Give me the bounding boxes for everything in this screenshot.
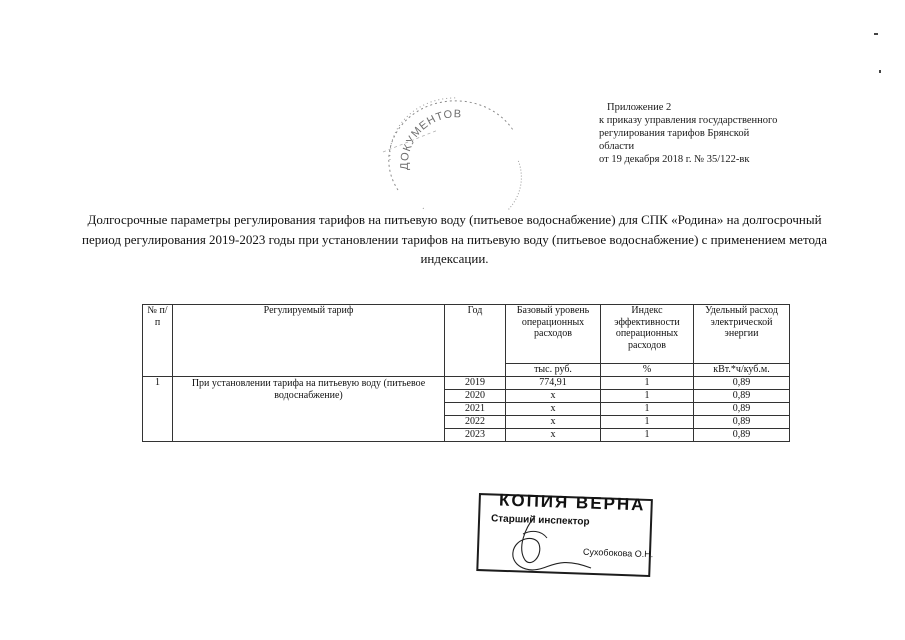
stamp-title: КОПИЯ ВЕРНА	[498, 490, 646, 515]
row-base-level: 774,91	[506, 377, 601, 390]
annex-line-4: области	[599, 141, 635, 152]
row-base-level: х	[506, 390, 601, 403]
row-num: 1	[143, 377, 173, 442]
header-num: № п/п	[143, 305, 173, 377]
header-energy-rate: Удельный расход электрической энергии	[694, 305, 790, 364]
table-row	[143, 377, 790, 390]
row-energy-rate: 0,89	[694, 416, 790, 429]
row-base-level: х	[506, 429, 601, 442]
unit-efficiency-index: %	[601, 364, 694, 377]
row-efficiency-index: 1	[601, 429, 694, 442]
stamp-role: Старший инспектор	[490, 513, 590, 528]
row-tariff-name: При установлении тарифа на питьевую воду (питьевое водоснабжение)	[173, 377, 445, 442]
annex-line-5: от 19 декабря 2018 г. № 35/122-вк	[599, 154, 750, 165]
scan-mark	[874, 33, 878, 35]
row-year: 2020	[445, 390, 506, 403]
annex-line-1: Приложение 2	[607, 102, 672, 113]
stamp-person-name: Сухобокова О.Н.	[582, 546, 654, 560]
row-base-level: х	[506, 403, 601, 416]
row-efficiency-index: 1	[601, 403, 694, 416]
seal-text: ДОКУМЕНТОВ	[398, 108, 463, 171]
scan-mark	[879, 70, 881, 73]
row-energy-rate: 0,89	[694, 429, 790, 442]
table-header-row	[143, 305, 790, 364]
annex-header	[599, 101, 839, 166]
row-energy-rate: 0,89	[694, 403, 790, 416]
unit-energy-rate: кВт.*ч/куб.м.	[694, 364, 790, 377]
annex-line-2: к приказу управления государственного	[599, 115, 778, 126]
row-energy-rate: 0,89	[694, 390, 790, 403]
row-year: 2021	[445, 403, 506, 416]
row-efficiency-index: 1	[601, 377, 694, 390]
document-title: Долгосрочные параметры регулирования тарифов на питьевую воду (питьевое водоснабжение) для СПК «Родина» на долгосрочный период регулирования 2019-2023 годы при установлении тарифов на питьевую воду (питьевое водоснабжение) с применением метода индексации.	[82, 212, 827, 266]
header-tariff: Регулируемый тариф	[173, 305, 445, 377]
header-base-level: Базовый уровень операционных расходов	[506, 305, 601, 364]
row-year: 2022	[445, 416, 506, 429]
row-year: 2023	[445, 429, 506, 442]
handwritten-signature	[495, 508, 595, 578]
parameters-table	[142, 304, 790, 442]
header-year: Год	[445, 305, 506, 377]
header-efficiency-index: Индекс эффективности операционных расходов	[601, 305, 694, 364]
round-seal-image	[378, 90, 528, 210]
row-efficiency-index: 1	[601, 390, 694, 403]
row-efficiency-index: 1	[601, 416, 694, 429]
row-year: 2019	[445, 377, 506, 390]
annex-line-3: регулирования тарифов Брянской	[599, 128, 750, 139]
row-base-level: х	[506, 416, 601, 429]
row-energy-rate: 0,89	[694, 377, 790, 390]
unit-base-level: тыс. руб.	[506, 364, 601, 377]
